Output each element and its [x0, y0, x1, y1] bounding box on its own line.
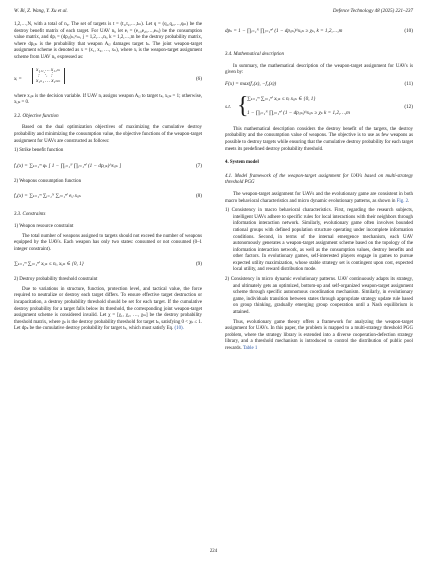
right-column — [225, 22, 413, 356]
running-header-journal: Defence Technology 48 (2025) 221–237 — [332, 9, 413, 14]
paragraph-evolutionary-game-text: Thus, evolutionary game theory offers a framework for analyzing the weapon-target assignment for UAVs. In this paper, the problem is mapped to a multi-strategy threshold PGG problem, where the strategy library is extended into a diverse cooperation-defection strategy library, and a threshold mechanism is introduced to control the distribution of public pool rewards. — [225, 319, 413, 351]
paragraph-weapon-resource: The total number of weapons assigned to targets should not exceed the number of weapons equipped by the UAVs. Each weapon has only two states: consumed or not consumed (0–1 integer constraint). — [14, 233, 202, 252]
equation-10 — [225, 24, 413, 40]
equation-10-number: (10) — [404, 28, 413, 34]
equation-6-matrix — [32, 68, 65, 85]
equation-6 — [14, 68, 202, 90]
paragraph-description: This mathematical description considers the destroy benefit of the targets, the destroy probability and the consumption value of weapons. The objective is to use as few weapons as possible to destroy targets while ensuring that the cumulative destroy probability for each target meets its predefined destroy probability threshold. — [225, 126, 413, 152]
list-item-weapon-resource: 1) Weapon resource constraint — [14, 223, 74, 229]
paragraph-decision-variable: where xᵢⱼₖ is the decision variable. If UAV nᵢ assigns weapon Aᵢⱼ to target tₖ, xᵢⱼₖ = 1; otherwise, xᵢⱼₖ = 0. — [14, 93, 202, 106]
running-header-authors: W. Bi, Z. Wang, Y. Xu et al. — [14, 9, 68, 14]
list-item-strike-benefit: 1) Strike benefit function — [14, 148, 64, 154]
equation-6-row1: x₁₁₁ … x₁₁ₘ — [36, 66, 61, 73]
equation-6-row3: x₁ₙ₁ … x₁ₙₘ — [36, 77, 61, 84]
paragraph-summary: In summary, the mathematical description of the weapon-target assignment for UAVs is given by: — [225, 63, 413, 76]
paragraph-framework — [225, 192, 413, 205]
equation-9 — [14, 257, 202, 273]
equation-9-number: (9) — [195, 261, 202, 268]
paragraph-framework-end: . — [408, 198, 410, 204]
equation-10-link[interactable]: (10). — [174, 326, 184, 332]
section-3-3-heading: 3.3. Constraints — [14, 212, 46, 218]
paragraph-destroy-threshold-text: Due to variations in structure, function, protection level, and tactical value, the force required to neutralize or destroy each target differs. To ensure effective target destruction or incapacitation, a destroy probability threshold should be set for each target. If the cumulative destroy probability for a target falls below its threshold, the corresponding joint weapon-target assignment scheme is considered invalid. Let χ = [χ₁, χ₂, …, χₘ] be the destroy probability threshold matrix, where χₖ is the destroy probability threshold for target tₖ, satisfying 0 < χₖ ≤ 1. Let dpₖ be the cumulative destroy probability for target tₖ, which must satisfy Eq. — [14, 286, 202, 332]
equation-6-number: (6) — [195, 75, 202, 82]
equation-8-number: (8) — [195, 193, 202, 200]
equation-10-body: dpₖ = 1 − ∏ᵢ₌₁ᴺ ∏ⱼ₌₁ⁿⁱ (1 − dpᵢⱼₖ)^xᵢⱼₖ ≥ χₖ, k = 1,2,…,m — [225, 28, 343, 34]
paragraph-destroy-threshold — [14, 287, 202, 333]
equation-12-row2: 1 − ∏ᵢ₌₁ᴺ ∏ⱼ₌₁ⁿⁱ (1 − dpᵢⱼₖ)^xᵢⱼₖ ≥ χₖ k = 1,2,…,m — [247, 109, 350, 116]
paragraph-evolutionary-game — [225, 320, 413, 353]
paragraph-framework-text: The weapon-target assignment for UAVs and the evolutionary game are consistent in both macro behavioral characteristics and micro dynamic evolutionary patterns, as shown in — [225, 191, 413, 204]
equation-12-row1: ∑ₖ₌₁ᵐ ∑ⱼ₌₁ⁿⁱ xᵢⱼₖ ≤ nᵢ xᵢⱼₖ ∈ {0, 1} — [247, 95, 316, 102]
equation-6-row2: ⋮ ⋱ ⋮ — [36, 72, 55, 79]
equation-12 — [225, 93, 413, 123]
table-1-link[interactable]: Table 1 — [242, 346, 258, 351]
list-item-micro-consistency: 2) Consistency in micro dynamic evolutionary patterns. UAV continuously adapts its strategy, and ultimately gets an optimized, bottom-up and self-organized weapon-target assignment scheme through specific autonomous coordination mechanism. Similarly, in evolutionary game, individuals transition between states through appropriate strategy update rule based on group thinking, gradually emerging group cooperation until a Nash equilibrium is attained. — [225, 277, 413, 316]
equation-9-body: ∑ₖ₌₁ᵐ ∑ⱼ₌₁ⁿⁱ xᵢⱼₖ ≤ nᵢ, xᵢⱼₖ ∈ {0, 1} — [14, 261, 84, 268]
left-column — [14, 22, 202, 336]
paragraph-definitions: 1,2,…,N, with a total of n₀. The set of targets is t = (t₁,t₂,…,tₘ). Let q = (q₁,q₂,…,qₘ) be the destroy benefit matrix of each target. For UAV nᵢ, let eᵢ = (e₁ᵢ,e₂ᵢ,…,eₙᵢ) be the consumption value matrix, and dpᵢ = (dpᵢⱼ)ₙᵢ×ₘ, j = 1,2,…,nᵢ, k = 1,2,…,m be the destroy probability matrix, where dpᵢⱼₖ is the probability that weapon Aᵢⱼ damages target tₖ. The joint weapon-target assignment scheme is denoted as x = (x₁, x₂, …, xₙ), where xᵢ is the weapon-target assignment scheme from UAV nᵢ, expressed as: — [14, 22, 202, 60]
section-3-4-heading: 3.4. Mathematical description — [225, 52, 284, 57]
list-item-macro-consistency: 1) Consistency in macro behavioral characteristics. First, regarding the research subjects, intelligent UAVs adhere to specific rules for local interactions with their neighbors through information interaction network. Similarly, evolutionary game often involves bounded rational groups with defined population structure operating under incomplete information conditions. Second, in terms of the internal emergence mechanism, each UAV autonomously generates a weapon-target assignment scheme based on the topology of the information interaction network, as well as the consumption values, destroy benefits and other factors. In evolutionary games, self-interested players engage in games to pursue expected utility maximization, whose stable strategy set is contingent upon cost, expected local utility, and reward distribution mode. — [225, 208, 413, 273]
equation-12-brace: { — [237, 92, 249, 119]
paragraph-objective: Based on the dual optimization objectives of maximizing the cumulative destroy probability and minimizing the consumption value, the objective functions of the weapon-target assignment for UAVs are constructed as follows: — [14, 125, 202, 144]
equation-11 — [225, 81, 413, 89]
section-4-1-heading: 4.1. Model framework of the weapon-target assignment for UAVs based on multi-strategy threshold PGG — [225, 173, 413, 186]
section-4-heading: 4. System model — [225, 160, 259, 166]
equation-11-number: (11) — [404, 80, 413, 87]
list-item-weapons-consumption: 2) Weapons consumption function — [14, 178, 82, 184]
equation-7-body: f₁(x) = ∑ₖ₌₁ᵐ qₖ [ 1 − ∏ᵢ₌₁ᴺ ∏ⱼ₌₁ⁿⁱ (1 − dpᵢⱼₖ)^xᵢⱼₖ ] — [14, 162, 122, 169]
equation-7-number: (7) — [195, 162, 202, 169]
list-item-destroy-threshold: 2) Destroy probability threshold constraint — [14, 277, 98, 283]
equation-11-body: F(x) = max(f₁(x), −f₂(x)) — [225, 80, 277, 87]
section-3-2-heading: 3.2. Objective function — [14, 113, 59, 119]
equation-12-number: (12) — [404, 103, 413, 110]
equation-8-body: f₂(x) = ∑ₖ₌₁ᵐ ∑ᵢ₌₁ᴺ ∑ⱼ₌₁ⁿⁱ eᵢⱼ xᵢⱼₖ — [14, 193, 82, 200]
equation-8 — [14, 189, 202, 205]
figure-2-link[interactable]: Fig. 2 — [396, 198, 409, 204]
page-number: 224 — [209, 549, 218, 554]
equation-12-st: s.t. — [225, 103, 232, 110]
equation-7 — [14, 159, 202, 175]
equation-6-lhs: xᵢ = — [14, 75, 22, 82]
